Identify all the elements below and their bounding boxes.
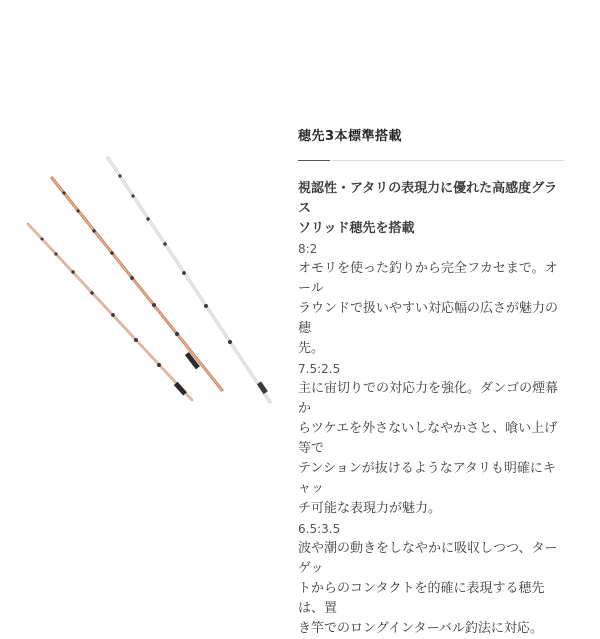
feature-section (298, 128, 568, 639)
spec-line: 先。 (298, 341, 325, 356)
spec-ratio: 6.5:3.5 (298, 522, 341, 536)
spec-line: トからのコンタクトを的確に表現する穂先は、置 (298, 581, 545, 616)
spec-description (298, 259, 568, 359)
lead-line: ソリッド穂先を搭載 (298, 221, 415, 236)
spec-line: 波や潮の動きをしなやかに吸収しつつ、ターゲッ (298, 541, 558, 576)
spec-line: オモリを使った釣りから完全フカセまで。オール (298, 261, 558, 296)
spec-line: らツケエを外さないしなやかさと、喰い上げ等で (298, 421, 558, 456)
heading-underline (298, 160, 330, 161)
rod-tips-image (20, 150, 280, 410)
spec-ratio: 7.5:2.5 (298, 362, 341, 376)
spec-block (298, 359, 568, 519)
spec-block (298, 519, 568, 639)
section-heading: 穂先3本標準搭載 (298, 129, 403, 144)
spec-ratio: 8:2 (298, 242, 318, 256)
lead-text (298, 179, 568, 239)
spec-description (298, 539, 568, 639)
spec-line: テンションが抜けるようなアタリも明確にキャッ (298, 461, 556, 496)
spec-description (298, 379, 568, 519)
spec-line: チ可能な表現力が魅力。 (298, 501, 442, 516)
spec-line: ラウンドで扱いやすい対応幅の広さが魅力の穂 (298, 301, 559, 336)
spec-line: き竿でのロングインターバル釣法に対応。 (298, 621, 543, 636)
spec-block (298, 239, 568, 359)
lead-line: 視認性・アタリの表現力に優れた高感度グラス (298, 181, 558, 216)
spec-line: 主に宙切りでの対応力を強化。ダンゴの煙幕か (298, 381, 559, 416)
